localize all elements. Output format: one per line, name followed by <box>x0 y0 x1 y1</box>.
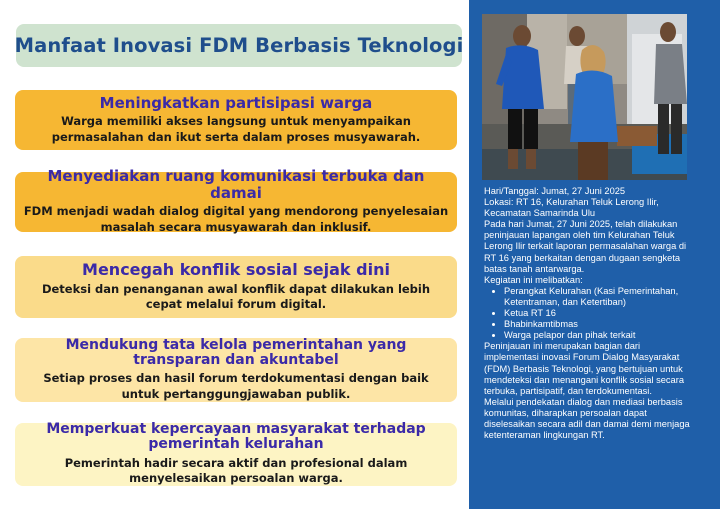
involved-list <box>484 286 696 341</box>
benefit-body: Warga memiliki akses langsung untuk menyampaikan permasalahan dan ikut serta dalam proses musyawarah. <box>51 114 421 144</box>
field-visit-photo <box>482 14 687 180</box>
report-intro: Pada hari Jumat, 27 Juni 2025, telah dilakukan peninjauan lapangan oleh tim Kelurahan Teluk Lerong Ilir terkait laporan permasalahan warga di RT 16 yang berkaitan dengan dugaan sengketa batas tanah antarwarga. <box>484 219 687 274</box>
report-paragraph-2: Peninjauan ini merupakan bagian dari implementasi inovasi Forum Dialog Masyarakat (FDM) Berbasis Teknologi, yang bertujuan untuk mendeteksi dan menangani konflik sosial secara terbuka, partisipatif, dan terdokumentasi. <box>484 341 684 396</box>
list-item: • Perangkat Kelurahan (Kasi Pemerintahan, Ketentraman, dan Ketertiban) <box>504 286 696 308</box>
benefit-heading: Menyediakan ruang komunikasi terbuka dan damai <box>47 167 425 202</box>
benefit-heading: Meningkatkan partisipasi warga <box>99 93 373 112</box>
report-involved-label: Kegiatan ini melibatkan: <box>484 274 583 285</box>
report-date: Hari/Tanggal: Jumat, 27 Juni 2025 <box>484 186 626 196</box>
list-item: • Warga pelapor dan pihak terkait <box>504 330 696 341</box>
report-location: Lokasi: RT 16, Kelurahan Teluk Lerong Ilir, Kecamatan Samarinda Ulu <box>484 197 659 219</box>
benefit-body: Pemerintah hadir secara aktif dan profesional dalam menyelesaikan persoalan warga. <box>64 455 408 486</box>
report-paragraph-3: Melalui pendekatan dialog dan mediasi berbasis komunitas, diharapkan persoalan dapat diselesaikan secara adil dan damai demi menjaga ketenteraman lingkungan RT. <box>484 396 690 441</box>
benefit-card-participation <box>15 90 457 150</box>
benefit-heading: Memperkuat kepercayaan masyarakat terhadap pemerintah kelurahan <box>46 421 426 453</box>
benefit-card-communication <box>15 167 457 234</box>
list-item: • Ketua RT 16 <box>504 308 696 319</box>
field-visit-report <box>484 186 696 441</box>
list-item: • Bhabinkamtibmas <box>504 319 696 330</box>
benefit-body: FDM menjadi wadah dialog digital yang mendorong penyelesaian masalah secara musyawarah dan inklusif. <box>23 204 449 234</box>
benefit-card-governance <box>15 338 457 402</box>
benefit-body: Setiap proses dan hasil forum terdokumentasi dengan baik untuk pertanggungjawaban publik. <box>43 371 429 401</box>
benefit-card-trust <box>15 423 457 486</box>
page-title: Manfaat Inovasi FDM Berbasis Teknologi <box>14 34 464 57</box>
benefit-heading: Mendukung tata kelola pemerintahan yang transparan dan akuntabel <box>65 336 407 368</box>
benefit-card-prevention <box>15 256 457 318</box>
benefit-heading: Mencegah konflik sosial sejak dini <box>82 260 390 280</box>
benefit-body: Deteksi dan penanganan awal konflik dapat dilakukan lebih cepat melalui forum digital. <box>41 281 431 312</box>
title-banner <box>16 24 462 67</box>
